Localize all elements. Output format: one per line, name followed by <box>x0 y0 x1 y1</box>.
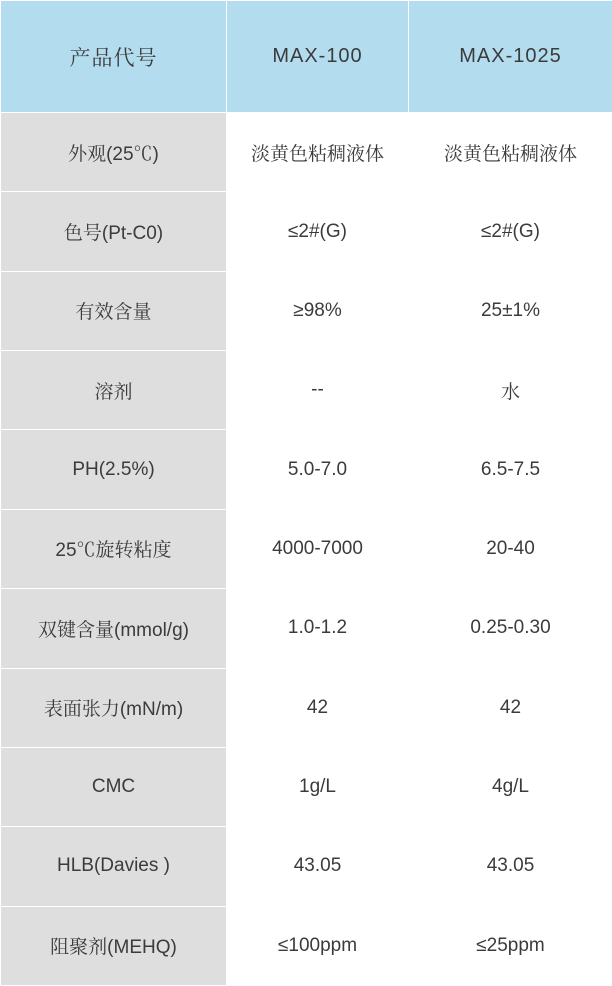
row-label: 25℃旋转粘度 <box>1 509 227 588</box>
table-row <box>1 589 612 668</box>
row-label: 外观(25℃) <box>1 113 227 192</box>
row-value-product-1: 42 <box>227 668 409 747</box>
row-value-product-2: ≤2#(G) <box>409 192 612 271</box>
row-value-product-1: 淡黄色粘稠液体 <box>227 113 409 192</box>
row-value-product-1: ≤100ppm <box>227 906 409 985</box>
row-value-product-2: 6.5-7.5 <box>409 430 612 509</box>
row-value-product-2: 20-40 <box>409 509 612 588</box>
header-cell-product-1: MAX-100 <box>227 1 409 113</box>
table-row <box>1 430 612 509</box>
row-label: HLB(Davies ) <box>1 827 227 906</box>
header-cell-product-2: MAX-1025 <box>409 1 612 113</box>
table-row <box>1 747 612 826</box>
header-row <box>1 1 612 113</box>
row-value-product-2: 4g/L <box>409 747 612 826</box>
row-value-product-2: 42 <box>409 668 612 747</box>
table-row <box>1 827 612 906</box>
row-label: 有效含量 <box>1 271 227 350</box>
header-cell-label: 产品代号 <box>1 1 227 113</box>
row-value-product-1: ≤2#(G) <box>227 192 409 271</box>
row-label: 表面张力(mN/m) <box>1 668 227 747</box>
table-row <box>1 906 612 985</box>
row-label: PH(2.5%) <box>1 430 227 509</box>
table-row <box>1 509 612 588</box>
row-value-product-1: 1.0-1.2 <box>227 589 409 668</box>
table-row <box>1 271 612 350</box>
row-value-product-2: ≤25ppm <box>409 906 612 985</box>
table-header <box>1 1 612 113</box>
row-value-product-1: 5.0-7.0 <box>227 430 409 509</box>
table-row <box>1 351 612 430</box>
row-label: 阻聚剂(MEHQ) <box>1 906 227 985</box>
row-label: 双键含量(mmol/g) <box>1 589 227 668</box>
row-value-product-2: 淡黄色粘稠液体 <box>409 113 612 192</box>
row-value-product-1: 4000-7000 <box>227 509 409 588</box>
row-value-product-1: 1g/L <box>227 747 409 826</box>
row-value-product-2: 水 <box>409 351 612 430</box>
table-body <box>1 113 612 986</box>
row-label: 溶剂 <box>1 351 227 430</box>
table-row <box>1 192 612 271</box>
row-value-product-2: 43.05 <box>409 827 612 906</box>
row-label: 色号(Pt-C0) <box>1 192 227 271</box>
row-value-product-2: 0.25-0.30 <box>409 589 612 668</box>
row-value-product-1: 43.05 <box>227 827 409 906</box>
row-value-product-2: 25±1% <box>409 271 612 350</box>
row-label: CMC <box>1 747 227 826</box>
table-row <box>1 113 612 192</box>
table-row <box>1 668 612 747</box>
row-value-product-1: -- <box>227 351 409 430</box>
row-value-product-1: ≥98% <box>227 271 409 350</box>
